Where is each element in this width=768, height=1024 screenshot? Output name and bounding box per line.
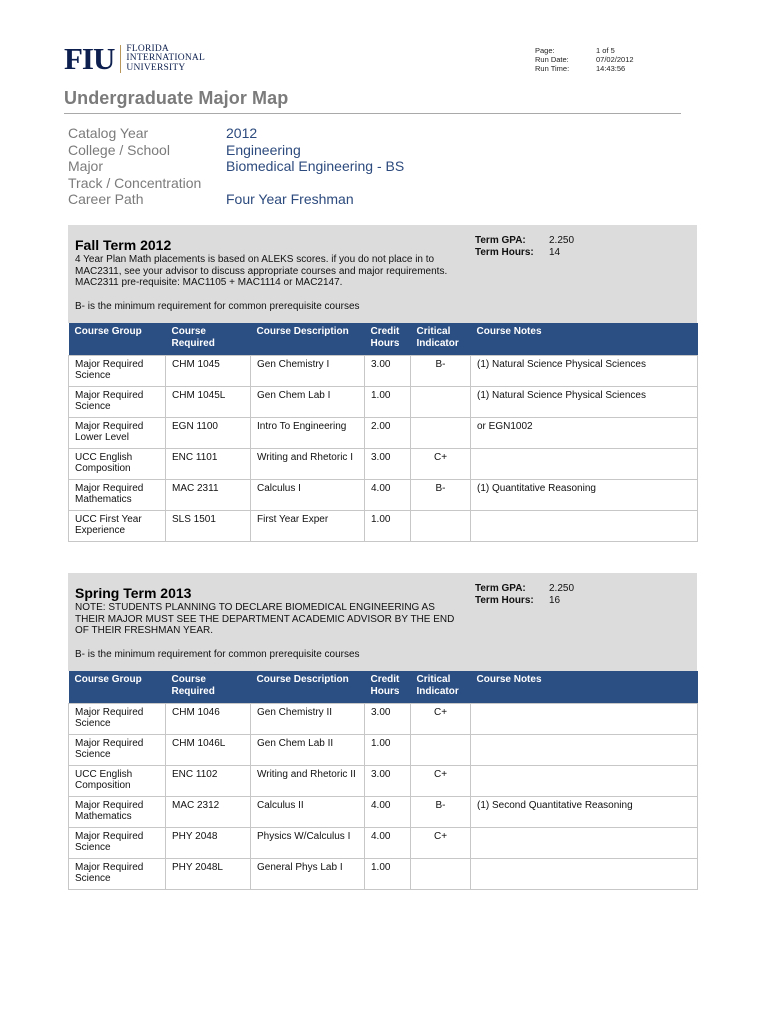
logo-line-1: FLORIDA [126,43,169,54]
table-cell [411,735,471,766]
table-cell: PHY 2048 [166,828,251,859]
column-header: Critical Indicator [411,671,471,704]
title-divider [64,113,681,114]
term-note-line: NOTE: STUDENTS PLANNING TO DECLARE BIOMEDICAL ENGINEERING AS THEIR MAJOR MUST SEE THE DEPARTMENT ACADEMIC ADVISOR BY THE END OF THEIR FRESHMAN YEAR. [75,602,455,636]
table-cell: MAC 2311 [166,480,251,511]
table-cell [411,859,471,890]
table-cell [471,704,698,735]
table-cell: C+ [411,449,471,480]
table-cell: Major Required Science [69,356,166,387]
table-cell: Intro To Engineering [251,418,365,449]
table-cell: 4.00 [365,828,411,859]
course-table [68,323,698,542]
program-info [68,125,404,208]
table-cell: 4.00 [365,480,411,511]
term-hours-label: Term Hours: [475,595,534,606]
meta-label: College / School [68,141,170,158]
min-requirement-note: B- is the minimum requirement for common prerequisite courses [75,301,360,312]
meta-value: 2012 [226,125,258,141]
table-cell [471,449,698,480]
table-cell: SLS 1501 [166,511,251,542]
table-cell: 3.00 [365,704,411,735]
column-header: Course Required [166,323,251,356]
meta-row-college [68,142,404,159]
term-hours-value: 16 [549,595,561,606]
table-cell: EGN 1100 [166,418,251,449]
table-cell: Major Required Science [69,828,166,859]
table-cell: ENC 1101 [166,449,251,480]
meta-value: Biomedical Engineering - BS [226,158,405,174]
table-cell: 3.00 [365,766,411,797]
column-header: Course Notes [471,671,698,704]
table-cell: CHM 1045L [166,387,251,418]
logo-line-2: INTERNATIONAL [126,53,205,64]
table-row [69,828,698,859]
logo-mark: FIU [64,41,115,76]
run-date-label: Run Date: [535,55,569,64]
term-gpa-value: 2.250 [549,583,575,594]
meta-row-major [68,158,404,175]
table-cell [471,511,698,542]
table-cell: 1.00 [365,511,411,542]
table-cell [411,387,471,418]
table-cell: Calculus II [251,797,365,828]
term-note [75,602,465,637]
table-cell [471,766,698,797]
table-cell: Gen Chemistry II [251,704,365,735]
table-header-row [69,671,698,704]
meta-value: Engineering [226,141,301,158]
table-cell [471,859,698,890]
logo-wordmark [126,45,205,74]
term-hours-value: 14 [549,247,561,258]
table-row [69,418,698,449]
run-date-value: 07/02/2012 [596,55,634,64]
page-label: Page: [535,46,555,55]
table-row [69,859,698,890]
table-cell [471,828,698,859]
table-cell: Physics W/Calculus I [251,828,365,859]
table-cell: (1) Quantitative Reasoning [471,480,698,511]
term-gpa-value: 2.250 [549,235,575,246]
term-summary [475,235,574,259]
fiu-logo [64,41,205,76]
table-cell: Writing and Rhetoric I [251,449,365,480]
table-cell: Major Required Science [69,735,166,766]
column-header: Credit Hours [365,671,411,704]
column-header: Course Description [251,323,365,356]
table-cell: B- [411,356,471,387]
term-note-line: MAC2311 pre-requisite: MAC1105 + MAC1114 or MAC2147. [75,277,343,288]
column-header: Course Required [166,671,251,704]
column-header: Course Group [69,671,166,704]
term-gpa-label: Term GPA: [475,583,526,594]
table-row [69,704,698,735]
term-section-spring-2013 [68,573,697,890]
column-header: Course Description [251,671,365,704]
term-summary [475,583,574,607]
table-cell: C+ [411,828,471,859]
table-cell: Major Required Science [69,387,166,418]
meta-label: Track / Concentration [68,174,202,191]
table-row [69,511,698,542]
page-title: Undergraduate Major Map [64,88,289,108]
table-cell: General Phys Lab I [251,859,365,890]
table-cell: C+ [411,766,471,797]
table-cell: 1.00 [365,735,411,766]
meta-row-catalog-year [68,125,404,142]
table-cell: Major Required Science [69,704,166,735]
term-note-line: 4 Year Plan Math placements is based on ALEKS scores. if you do not place in to MAC2311, see your advisor to discuss appropriate courses and major requirements. [75,254,448,277]
table-cell: Major Required Mathematics [69,797,166,828]
min-requirement-note: B- is the minimum requirement for common prerequisite courses [75,649,360,660]
meta-label: Major [68,158,104,174]
table-cell: Major Required Science [69,859,166,890]
table-cell: CHM 1046 [166,704,251,735]
table-cell [411,418,471,449]
table-cell: 2.00 [365,418,411,449]
column-header: Critical Indicator [411,323,471,356]
meta-row-career-path [68,191,404,208]
table-cell: PHY 2048L [166,859,251,890]
table-cell: Gen Chem Lab I [251,387,365,418]
column-header: Course Group [69,323,166,356]
meta-value: Four Year Freshman [226,191,354,207]
page-value: 1 of 5 [596,46,615,55]
term-title: Spring Term 2013 [75,585,192,601]
table-cell: 3.00 [365,449,411,480]
table-cell: 3.00 [365,356,411,387]
table-cell: 1.00 [365,859,411,890]
table-cell: CHM 1045 [166,356,251,387]
course-table [68,671,698,890]
table-cell: Major Required Mathematics [69,480,166,511]
table-cell: UCC First Year Experience [69,511,166,542]
column-header: Course Notes [471,323,698,356]
table-cell: UCC English Composition [69,766,166,797]
table-cell: Writing and Rhetoric II [251,766,365,797]
table-cell: (1) Natural Science Physical Sciences [471,356,698,387]
table-cell: MAC 2312 [166,797,251,828]
run-time-label: Run Time: [535,64,570,73]
table-cell: or EGN1002 [471,418,698,449]
table-cell: B- [411,480,471,511]
table-cell: C+ [411,704,471,735]
table-cell: ENC 1102 [166,766,251,797]
table-row [69,766,698,797]
logo-divider [120,45,121,73]
table-row [69,387,698,418]
table-cell: UCC English Composition [69,449,166,480]
column-header: Credit Hours [365,323,411,356]
table-cell [411,511,471,542]
run-info [535,46,634,73]
table-row [69,356,698,387]
logo-line-3: UNIVERSITY [126,62,186,73]
table-cell: CHM 1046L [166,735,251,766]
table-cell: Gen Chemistry I [251,356,365,387]
table-cell: B- [411,797,471,828]
run-time-value: 14:43:56 [596,64,626,73]
table-row [69,735,698,766]
table-cell: Gen Chem Lab II [251,735,365,766]
table-cell: Calculus I [251,480,365,511]
table-row [69,797,698,828]
term-hours-label: Term Hours: [475,247,534,258]
table-cell [471,735,698,766]
term-title: Fall Term 2012 [75,237,172,253]
term-note [75,254,465,289]
table-cell: Major Required Lower Level [69,418,166,449]
table-cell: (1) Second Quantitative Reasoning [471,797,698,828]
table-cell: (1) Natural Science Physical Sciences [471,387,698,418]
meta-label: Catalog Year [68,125,149,141]
table-header-row [69,323,698,356]
meta-row-track [68,175,404,192]
table-cell: First Year Exper [251,511,365,542]
table-cell: 1.00 [365,387,411,418]
term-header [68,573,697,671]
table-row [69,449,698,480]
term-gpa-label: Term GPA: [475,235,526,246]
term-header [68,225,697,323]
term-section-fall-2012 [68,225,697,542]
table-cell: 4.00 [365,797,411,828]
meta-label: Career Path [68,191,144,207]
table-row [69,480,698,511]
